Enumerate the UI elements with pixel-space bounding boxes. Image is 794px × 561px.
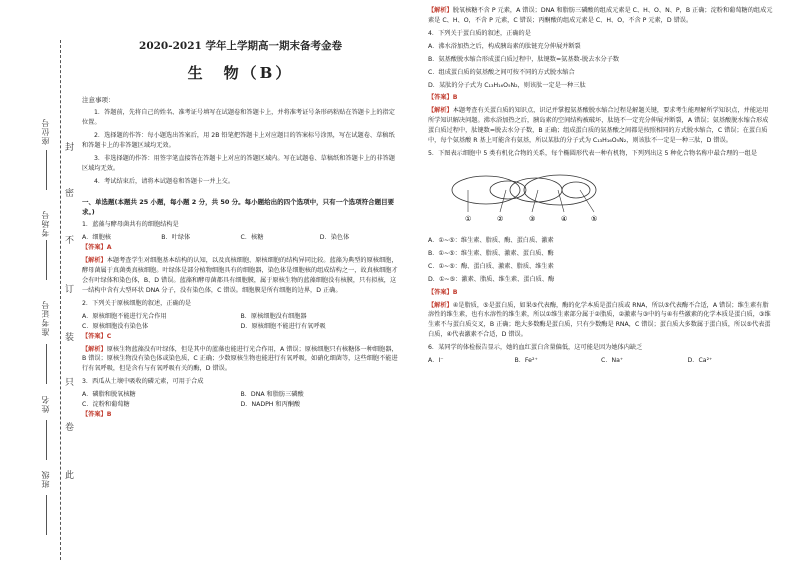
diagram-label: ① bbox=[465, 214, 472, 223]
option: D．①~⑤：激素、脂质、维生素、蛋白质、酶 bbox=[428, 275, 555, 283]
exam-subtitle: 生 物（B） bbox=[187, 63, 294, 82]
seal-char: 卷 bbox=[65, 423, 75, 433]
analysis-text: 原核生物蓝藻没有叶绿体，但是其中的蓝藻也能进行光合作用，A 错误；原核细胞只有核糖体一种细胞器，B 错误；原核生物没有染色体或染色质，C 正确；少数原核生物也能进行有氧呼吸，如硝化细菌等，这些细胞不能进行有氧呼吸，但是含有与有氧呼吸有关的酶，D 错误。 bbox=[82, 345, 398, 373]
option: B．Fe²⁺ bbox=[514, 357, 538, 365]
analysis bbox=[428, 301, 774, 341]
fill-line bbox=[46, 150, 47, 190]
analysis bbox=[428, 6, 774, 26]
answer: 【答案】B bbox=[428, 288, 458, 296]
ellipse-5 bbox=[562, 182, 590, 198]
option: C．①~⑤：酶、蛋白质、激素、脂质、维生素 bbox=[428, 262, 554, 270]
diagram-label: ⑤ bbox=[591, 214, 598, 223]
option: C．淀粉和葡萄糖 bbox=[82, 401, 130, 409]
question-options bbox=[82, 312, 399, 332]
analysis-tag: 【解析】 bbox=[82, 257, 107, 265]
option: C．核糖 bbox=[240, 234, 264, 242]
question-stem: 4．下列关于蛋白质的叙述，正确的是 bbox=[428, 29, 531, 37]
question-options bbox=[428, 356, 774, 366]
analysis-tag: 【解析】 bbox=[428, 7, 453, 14]
diagram-label: ④ bbox=[561, 214, 568, 223]
option: A．I⁻ bbox=[428, 357, 444, 365]
analysis-text: 本题考查学生对细胞基本结构的认知，以及真核细胞、原核细胞的结构异同比较。蓝藻为典型的原核细胞，酵母菌属于真菌类真核细胞。叶绿体是部分植物细胞具有的细胞器，染色体是细胞核的组成结构之一，故真核细胞才会有叶绿体和染色体，B、D 错误。蓝藻和酵母菌都具有细胞膜，属于原核生物的蓝藻细胞没有核膜，只有拟核，这一结构中含有大型环状 DNA 分子，没有染色体，C 错误。细胞膜是所有细胞的边界，D 正确。 bbox=[82, 257, 398, 294]
left-column bbox=[82, 0, 399, 423]
section-heading: 一、单选题(本题共 25 小题，每小题 2 分，共 50 分。每小题给出的四个选项中，只有一个选项符合题目要求。) bbox=[82, 197, 395, 217]
notice-heading: 注意事项： bbox=[82, 95, 115, 104]
option: B．叶绿体 bbox=[161, 234, 191, 242]
fill-line bbox=[46, 240, 47, 280]
seal-char: 不 bbox=[65, 236, 75, 246]
question-stem: 1．蓝藻与酵母菌共有的细胞结构是 bbox=[82, 221, 179, 229]
fill-line bbox=[46, 344, 47, 384]
name-label: 姓名 bbox=[41, 395, 50, 413]
venn-diagram bbox=[448, 168, 608, 226]
exam-title: 2020-2021 学年上学期高一期末备考金卷 bbox=[139, 40, 342, 52]
option: D．Ca²⁺ bbox=[687, 357, 713, 365]
option: A．细胞核 bbox=[82, 234, 111, 242]
question-stem: 3．西瓜从土壤中吸收的磷元素，可用于合成 bbox=[82, 378, 204, 386]
analysis-text: ④是脂质，⑤是蛋白质，如果⑤代表酶，酶的化学本质是蛋白质或 RNA，所以⑤代表酶不合适，A 错误；维生素有脂溶性的维生素，也有水溶性的维生素，所以①维生素部分属于②脂质，②激素与③中的与④有些激素的化学本质是蛋白质，③维生素不与蛋白质交叉，B 正确；绝大多数酶是蛋白质，只有少数酶是 RNA，C 错误；蛋白质大多数属于蛋白质，所以⑤代表蛋白质，④代表激素不合适，D 错误。 bbox=[428, 301, 771, 339]
seal-line bbox=[60, 40, 61, 560]
fill-line bbox=[46, 495, 47, 535]
question-stem: 6．某同学的体检报告显示，她的血红蛋白含量偏低，这可能是因为她体内缺乏 bbox=[428, 344, 643, 352]
leader-line bbox=[532, 190, 538, 212]
option: A．①~⑤：维生素、脂质、酶、蛋白质、激素 bbox=[428, 236, 554, 244]
answer: 【答案】B bbox=[82, 411, 112, 419]
option: B．DNA 和脂肪三磷酸 bbox=[240, 391, 304, 399]
notice-item: 4．考试结束后，请将本试题卷和答题卡一并上交。 bbox=[94, 177, 235, 185]
diagram-label: ② bbox=[497, 214, 504, 223]
option: A．原核细胞不能进行光合作用 bbox=[82, 312, 167, 320]
question-options bbox=[82, 390, 399, 410]
class-label: 班级 bbox=[41, 470, 50, 488]
analysis-text: 脱氧核糖不含 P 元素，A 错误；DNA 和脂肪三磷酸的组成元素是 C、H、O、N、P，B 正确；淀粉和葡萄糖的组成元素是 C、H、O，不含 P 元素，C 错误；丙酮酸的组成元素是 C、H、O，不含 P 元素，D 错误。 bbox=[428, 7, 773, 24]
question-options bbox=[82, 233, 399, 243]
notice-item: 1．答题前，先将自己的姓名、准考证号填写在试题卷和答题卡上，并将准考证号条形码粘贴在答题卡上的指定位置。 bbox=[82, 109, 395, 127]
exam-room-label: 考场号 bbox=[41, 210, 50, 237]
binding-margin bbox=[0, 0, 78, 561]
option: D．NADPH 和丙酮酸 bbox=[240, 401, 301, 409]
analysis bbox=[82, 345, 399, 375]
option: C．组成蛋白质的氨基酸之间可按不同的方式脱水缩合 bbox=[428, 68, 575, 76]
analysis bbox=[82, 256, 399, 296]
leader-line bbox=[500, 190, 506, 212]
seat-number-label: 座位号 bbox=[41, 118, 50, 145]
question-stem: 5．下图表示细胞中 5 类有机化合物的关系，每个椭圆形代表一种有机物，下列列出这 5 种化合物名称中最合理的一组是 bbox=[428, 150, 758, 158]
notice-item: 2．选择题的作答：每小题选出答案后，用 2B 铅笔把答题卡上对应题目的答案标号涂黑，写在试题卷、草稿纸和答题卡上的非答题区域均无效。 bbox=[82, 132, 395, 149]
answer: 【答案】B bbox=[428, 94, 458, 102]
answer: 【答案】A bbox=[82, 244, 112, 252]
option: B．氨基酸脱水缩合形成蛋白质过程中，肽键数=氨基数-脱去水分子数 bbox=[428, 55, 620, 63]
analysis-text: 本题考查有关蛋白质的知识点，识记并掌握氨基酸脱水缩合过程是解题关键，要求考生能理解所学知识点，并能运用所学知识解决问题。沸水浴加热之后，胰岛素的空间结构被破坏，肽链不一定充分伸展并断裂，A 错误；氨基酸脱水缩合形成蛋白质过程中，肽键数=脱去水分子数，B 正确；组成蛋白质的氨基酸之间都是按照相同的方式脱水缩合，C 错误；在蛋白质中，每个氨基酸 R 基上可能含有氨基，所以某肽的分子式为 C₁₃H₁₆O₅N₂，则该肽不一定是一种三肽，D 错误。 bbox=[428, 107, 769, 145]
right-column bbox=[428, 6, 774, 366]
option: D．染色体 bbox=[319, 234, 350, 242]
analysis-tag: 【解析】 bbox=[428, 301, 453, 309]
option: D．某肽的分子式为 C₁₃H₁₆O₅N₂，则该肽一定是一种三肽 bbox=[428, 81, 586, 89]
leader-line bbox=[580, 190, 594, 212]
seal-char: 装 bbox=[65, 333, 75, 343]
option: B．①~⑤：维生素、脂质、激素、蛋白质、酶 bbox=[428, 249, 554, 257]
option: A．磷脂和脱氧核糖 bbox=[82, 391, 136, 399]
question-stem: 2．下列关于原核细胞的叙述，正确的是 bbox=[82, 299, 192, 307]
seal-char: 此 bbox=[65, 471, 75, 481]
seal-char: 密 bbox=[65, 189, 75, 199]
ticket-number-label: 准考证号 bbox=[41, 300, 50, 336]
analysis-tag: 【解析】 bbox=[82, 345, 107, 353]
seal-char: 只 bbox=[65, 378, 75, 388]
seal-char: 封 bbox=[65, 143, 75, 153]
notice-item: 3．非选择题的作答：用签字笔直接答在答题卡上对应的答题区域内。写在试题卷、草稿纸和答题卡上的非答题区域均无效。 bbox=[82, 154, 395, 172]
option: D．原核细胞不能进行有氧呼吸 bbox=[240, 322, 326, 330]
fill-line bbox=[46, 420, 47, 460]
option: B．原核细胞没有细胞器 bbox=[240, 312, 307, 320]
ellipse-2 bbox=[490, 181, 526, 199]
diagram-label: ③ bbox=[529, 214, 536, 223]
analysis-tag: 【解析】 bbox=[428, 107, 453, 115]
option: C．Na⁺ bbox=[601, 357, 624, 365]
ellipse-4 bbox=[524, 175, 596, 205]
option: C．原核细胞没有染色体 bbox=[82, 322, 149, 330]
answer: 【答案】C bbox=[82, 332, 112, 340]
seal-char: 订 bbox=[65, 285, 75, 295]
option: A．沸水浴加热之后，构成胰岛素的肽链充分伸展并断裂 bbox=[428, 42, 581, 50]
analysis bbox=[428, 106, 774, 146]
